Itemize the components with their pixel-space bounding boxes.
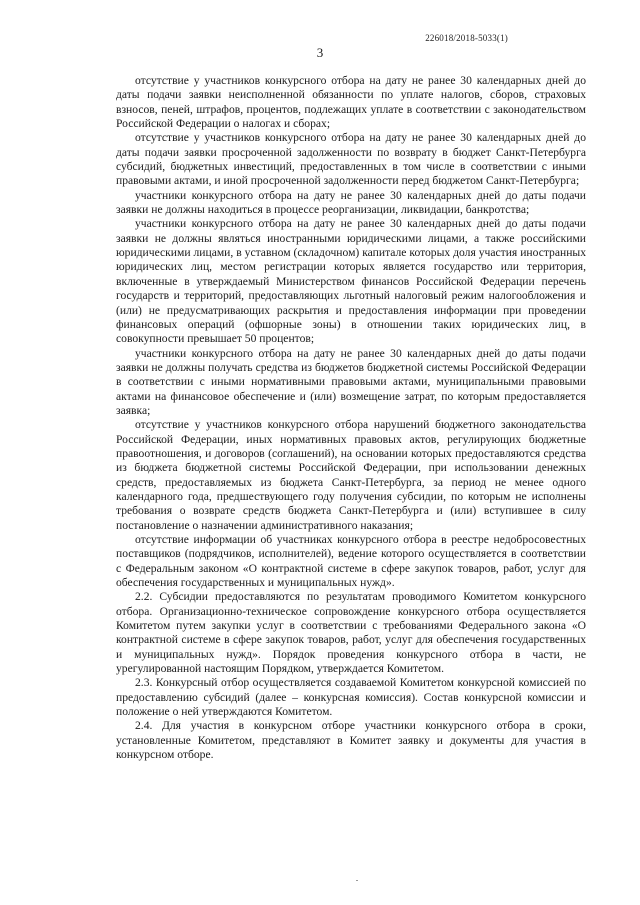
paragraph-section-2-3: 2.3. Конкурсный отбор осуществляется создаваемой Комитетом конкурсной комиссией по предоставлению субсидий (далее – конкурсная комиссия). Состав конкурсной комиссии и положение о ней утверждаются Комитетом. [116, 676, 586, 719]
paragraph-unfair-suppliers-registry: отсутствие информации об участниках конкурсного отбора в реестре недобросовестных поставщиков (подрядчиков, исполнителей), ведение которого осуществляется в соответствии с Федеральным законом «О контрактной системе в сфере закупок товаров, работ, услуг для обеспечения государственных и муниципальных нужд». [116, 533, 586, 590]
paragraph-overdue-budget-debt: отсутствие у участников конкурсного отбора на дату не ранее 30 календарных дней до даты подачи заявки просроченной задолженности по возврату в бюджет Санкт-Петербурга субсидий, бюджетных инвестиций, предоставленных в том числе в соответствии с иными правовыми актами, и иной просроченной задолженности перед бюджетом Санкт-Петербурга; [116, 131, 586, 188]
scan-speck [356, 880, 358, 881]
paragraph-other-budget-funds: участники конкурсного отбора на дату не ранее 30 календарных дней до даты подачи заявки не должны получать средства из бюджетов бюджетной системы Российской Федерации в соответствии с иными нормативными правовыми актами, муниципальными правовыми актами на финансовое обеспечение и (или) возмещение затрат, по которым предоставляется заявка; [116, 346, 586, 417]
paragraph-foreign-entities: участники конкурсного отбора на дату не ранее 30 календарных дней до даты подачи заявки не должны являться иностранными юридическими лицами, а также российскими юридическими лицами, в уставном (складочном) капитале которых доля участия иностранных юридических лиц, местом регистрации которых является государство или территория, включенные в утверждаемый Министерством финансов Российской Федерации перечень государств и территорий, предоставляющих льготный налоговый режим налогообложения и (или) не предусматривающих раскрытия и предоставления информации при проведении финансовых операций (офшорные зоны) в отношении таких юридических лиц, в совокупности превышает 50 процентов; [116, 217, 586, 346]
document-body [116, 74, 586, 763]
paragraph-budget-violations: отсутствие у участников конкурсного отбора нарушений бюджетного законодательства Российской Федерации, иных нормативных правовых актов, регулирующих бюджетные правоотношения, и договоров (соглашений), на основании которых предоставляются средства из бюджета бюджетной системы Российской Федерации, при использовании денежных средств, предоставляемых из бюджета Санкт-Петербурга, за период не менее одного календарного года, предшествующего году получения субсидии, по которым не исполнены требования о возврате средств бюджета Санкт-Петербурга и (или) вступившее в силу постановление о назначении административного наказания; [116, 418, 586, 532]
paragraph-tax-debts: отсутствие у участников конкурсного отбора на дату не ранее 30 календарных дней до даты подачи заявки неисполненной обязанности по уплате налогов, сборов, страховых взносов, пеней, штрафов, процентов, подлежащих уплате в соответствии с законодательством Российской Федерации о налогах и сборах; [116, 74, 586, 131]
paragraph-section-2-4: 2.4. Для участия в конкурсном отборе участники конкурсного отбора в сроки, установленные Комитетом, представляют в Комитет заявку и документы для участия в конкурсном отборе. [116, 719, 586, 762]
page-number: 3 [316, 45, 324, 60]
paragraph-section-2-2: 2.2. Субсидии предоставляются по результатам проводимого Комитетом конкурсного отбора. Организационно-техническое сопровождение конкурсного отбора осуществляется Комитетом путем закупки услуг в соответствии с требованиями Федерального закона «О контрактной системе в сфере закупок товаров, работ, услуг для обеспечения государственных и муниципальных нужд». Порядок проведения конкурсного отбора в части, не урегулированной настоящим Порядком, утверждается Комитетом. [116, 590, 586, 676]
document-number: 226018/2018-5033(1) [425, 33, 508, 43]
paragraph-reorganization: участники конкурсного отбора на дату не ранее 30 календарных дней до даты подачи заявки не должны находиться в процессе реорганизации, ликвидации, банкротства; [116, 188, 586, 217]
